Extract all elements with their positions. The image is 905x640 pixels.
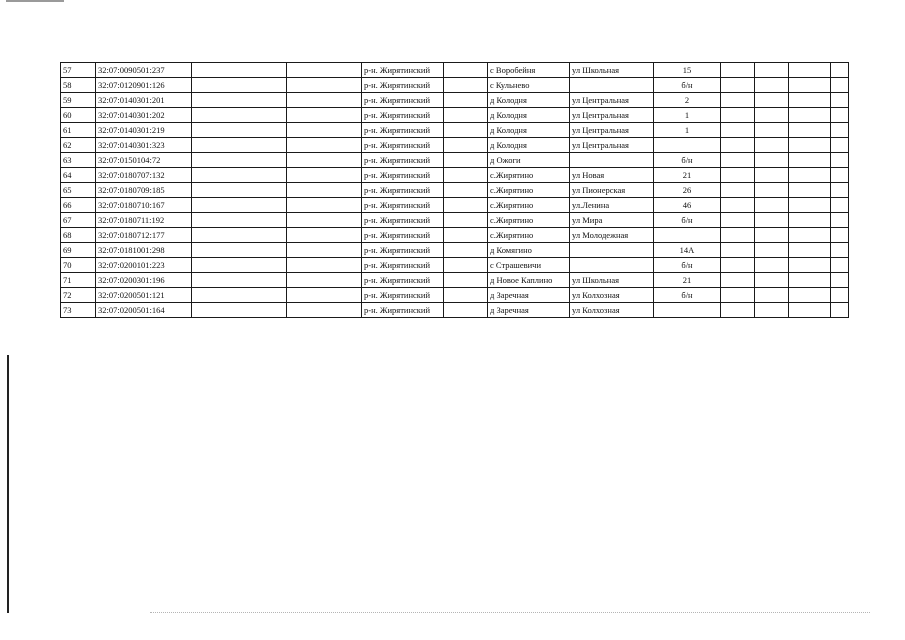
row-number-cell: 64 — [61, 168, 96, 183]
empty-cell — [444, 198, 488, 213]
row-number-cell: 59 — [61, 93, 96, 108]
empty-cell — [755, 243, 789, 258]
empty-cell — [831, 288, 849, 303]
cadastral-number-cell: 32:07:0200501:164 — [96, 303, 192, 318]
house-number-cell — [654, 303, 721, 318]
settlement-cell: д Колодня — [488, 108, 570, 123]
street-cell: ул Школьная — [570, 63, 654, 78]
row-number-cell: 65 — [61, 183, 96, 198]
table-row — [61, 273, 849, 288]
empty-cell — [287, 288, 362, 303]
empty-cell — [789, 303, 831, 318]
cadastral-number-cell: 32:07:0200101:223 — [96, 258, 192, 273]
cadastral-number-cell: 32:07:0140301:201 — [96, 93, 192, 108]
empty-cell — [192, 288, 287, 303]
table-row — [61, 123, 849, 138]
cadastral-number-cell: 32:07:0180710:167 — [96, 198, 192, 213]
district-cell: р-н. Жирятинский — [362, 63, 444, 78]
empty-cell — [444, 303, 488, 318]
row-number-cell: 63 — [61, 153, 96, 168]
empty-cell — [721, 198, 755, 213]
empty-cell — [789, 288, 831, 303]
house-number-cell: 46 — [654, 198, 721, 213]
empty-cell — [721, 93, 755, 108]
empty-cell — [192, 63, 287, 78]
empty-cell — [789, 123, 831, 138]
district-cell: р-н. Жирятинский — [362, 228, 444, 243]
empty-cell — [192, 183, 287, 198]
cadastral-number-cell: 32:07:0140301:323 — [96, 138, 192, 153]
settlement-cell: с.Жирятино — [488, 168, 570, 183]
empty-cell — [192, 78, 287, 93]
house-number-cell: 15 — [654, 63, 721, 78]
cadastral-number-cell: 32:07:0180709:185 — [96, 183, 192, 198]
settlement-cell: д Заречная — [488, 303, 570, 318]
empty-cell — [287, 243, 362, 258]
row-number-cell: 73 — [61, 303, 96, 318]
empty-cell — [287, 183, 362, 198]
street-cell: ул Новая — [570, 168, 654, 183]
empty-cell — [287, 303, 362, 318]
street-cell: ул Пионерская — [570, 183, 654, 198]
empty-cell — [831, 183, 849, 198]
empty-cell — [721, 288, 755, 303]
settlement-cell: с.Жирятино — [488, 213, 570, 228]
empty-cell — [755, 78, 789, 93]
empty-cell — [755, 198, 789, 213]
empty-cell — [444, 228, 488, 243]
table-row — [61, 93, 849, 108]
district-cell: р-н. Жирятинский — [362, 303, 444, 318]
empty-cell — [789, 93, 831, 108]
district-cell: р-н. Жирятинский — [362, 243, 444, 258]
empty-cell — [287, 258, 362, 273]
empty-cell — [721, 213, 755, 228]
row-number-cell: 58 — [61, 78, 96, 93]
empty-cell — [789, 198, 831, 213]
table-row — [61, 288, 849, 303]
empty-cell — [831, 123, 849, 138]
settlement-cell: с.Жирятино — [488, 183, 570, 198]
scan-noise-bottom — [150, 612, 870, 614]
empty-cell — [287, 138, 362, 153]
cadastral-number-cell: 32:07:0120901:126 — [96, 78, 192, 93]
empty-cell — [444, 138, 488, 153]
empty-cell — [755, 123, 789, 138]
settlement-cell: с.Жирятино — [488, 198, 570, 213]
street-cell: ул Центральная — [570, 93, 654, 108]
scan-mark-top — [6, 0, 64, 2]
empty-cell — [721, 78, 755, 93]
empty-cell — [831, 153, 849, 168]
settlement-cell: с.Жирятино — [488, 228, 570, 243]
district-cell: р-н. Жирятинский — [362, 183, 444, 198]
empty-cell — [444, 123, 488, 138]
empty-cell — [444, 213, 488, 228]
district-cell: р-н. Жирятинский — [362, 138, 444, 153]
empty-cell — [789, 183, 831, 198]
empty-cell — [831, 108, 849, 123]
empty-cell — [789, 228, 831, 243]
row-number-cell: 71 — [61, 273, 96, 288]
street-cell — [570, 153, 654, 168]
district-cell: р-н. Жирятинский — [362, 198, 444, 213]
street-cell: ул Центральная — [570, 123, 654, 138]
empty-cell — [789, 258, 831, 273]
cadastral-number-cell: 32:07:0180711:192 — [96, 213, 192, 228]
settlement-cell: д Колодня — [488, 123, 570, 138]
table-row — [61, 303, 849, 318]
empty-cell — [721, 63, 755, 78]
house-number-cell: 2 — [654, 93, 721, 108]
district-cell: р-н. Жирятинский — [362, 288, 444, 303]
empty-cell — [721, 108, 755, 123]
table-row — [61, 258, 849, 273]
empty-cell — [721, 138, 755, 153]
house-number-cell: б/н — [654, 153, 721, 168]
empty-cell — [721, 303, 755, 318]
empty-cell — [287, 108, 362, 123]
empty-cell — [192, 108, 287, 123]
table-row — [61, 243, 849, 258]
district-cell: р-н. Жирятинский — [362, 258, 444, 273]
empty-cell — [755, 108, 789, 123]
empty-cell — [192, 198, 287, 213]
empty-cell — [755, 63, 789, 78]
settlement-cell: д Колодня — [488, 138, 570, 153]
table-row — [61, 228, 849, 243]
empty-cell — [831, 273, 849, 288]
empty-cell — [721, 153, 755, 168]
house-number-cell: б/н — [654, 213, 721, 228]
empty-cell — [789, 63, 831, 78]
house-number-cell: б/н — [654, 78, 721, 93]
empty-cell — [192, 228, 287, 243]
empty-cell — [831, 243, 849, 258]
house-number-cell: б/н — [654, 288, 721, 303]
empty-cell — [192, 93, 287, 108]
empty-cell — [444, 153, 488, 168]
empty-cell — [755, 258, 789, 273]
empty-cell — [831, 258, 849, 273]
district-cell: р-н. Жирятинский — [362, 78, 444, 93]
empty-cell — [192, 303, 287, 318]
empty-cell — [755, 288, 789, 303]
empty-cell — [831, 228, 849, 243]
empty-cell — [287, 168, 362, 183]
empty-cell — [444, 288, 488, 303]
cadastral-number-cell: 32:07:0181001:298 — [96, 243, 192, 258]
row-number-cell: 67 — [61, 213, 96, 228]
empty-cell — [831, 168, 849, 183]
empty-cell — [831, 93, 849, 108]
table-row — [61, 183, 849, 198]
table-row — [61, 153, 849, 168]
district-cell: р-н. Жирятинский — [362, 168, 444, 183]
table-row — [61, 198, 849, 213]
empty-cell — [789, 213, 831, 228]
empty-cell — [192, 153, 287, 168]
empty-cell — [755, 93, 789, 108]
empty-cell — [444, 63, 488, 78]
empty-cell — [444, 183, 488, 198]
cadastral-number-cell: 32:07:0150104:72 — [96, 153, 192, 168]
empty-cell — [789, 273, 831, 288]
table-row — [61, 168, 849, 183]
table-row — [61, 78, 849, 93]
empty-cell — [721, 183, 755, 198]
empty-cell — [192, 138, 287, 153]
empty-cell — [721, 168, 755, 183]
row-number-cell: 61 — [61, 123, 96, 138]
settlement-cell: д Колодня — [488, 93, 570, 108]
district-cell: р-н. Жирятинский — [362, 153, 444, 168]
empty-cell — [444, 93, 488, 108]
row-number-cell: 62 — [61, 138, 96, 153]
street-cell: ул Колхозная — [570, 303, 654, 318]
empty-cell — [192, 243, 287, 258]
settlement-cell: с Кульнево — [488, 78, 570, 93]
district-cell: р-н. Жирятинский — [362, 273, 444, 288]
row-number-cell: 57 — [61, 63, 96, 78]
empty-cell — [287, 123, 362, 138]
empty-cell — [789, 153, 831, 168]
settlement-cell: д Новое Каплино — [488, 273, 570, 288]
empty-cell — [789, 108, 831, 123]
settlement-cell: д Заречная — [488, 288, 570, 303]
table-row — [61, 108, 849, 123]
empty-cell — [721, 243, 755, 258]
house-number-cell — [654, 228, 721, 243]
empty-cell — [831, 303, 849, 318]
scan-edge-left — [7, 355, 9, 613]
row-number-cell: 69 — [61, 243, 96, 258]
property-registry-table — [60, 62, 849, 318]
empty-cell — [755, 273, 789, 288]
empty-cell — [444, 108, 488, 123]
cadastral-number-cell: 32:07:0180707:132 — [96, 168, 192, 183]
empty-cell — [444, 243, 488, 258]
empty-cell — [287, 198, 362, 213]
empty-cell — [721, 273, 755, 288]
street-cell: ул Центральная — [570, 108, 654, 123]
empty-cell — [789, 168, 831, 183]
district-cell: р-н. Жирятинский — [362, 93, 444, 108]
house-number-cell — [654, 138, 721, 153]
row-number-cell: 66 — [61, 198, 96, 213]
street-cell — [570, 78, 654, 93]
empty-cell — [444, 78, 488, 93]
empty-cell — [721, 123, 755, 138]
empty-cell — [755, 183, 789, 198]
empty-cell — [192, 273, 287, 288]
empty-cell — [444, 258, 488, 273]
street-cell: ул Школьная — [570, 273, 654, 288]
empty-cell — [755, 303, 789, 318]
empty-cell — [287, 273, 362, 288]
empty-cell — [721, 258, 755, 273]
empty-cell — [444, 273, 488, 288]
registry-body — [61, 63, 849, 318]
cadastral-number-cell: 32:07:0140301:219 — [96, 123, 192, 138]
empty-cell — [755, 213, 789, 228]
house-number-cell: 1 — [654, 108, 721, 123]
street-cell: ул Мира — [570, 213, 654, 228]
empty-cell — [755, 228, 789, 243]
empty-cell — [287, 213, 362, 228]
street-cell: ул Центральная — [570, 138, 654, 153]
house-number-cell: 26 — [654, 183, 721, 198]
empty-cell — [831, 78, 849, 93]
empty-cell — [287, 228, 362, 243]
cadastral-number-cell: 32:07:0200301:196 — [96, 273, 192, 288]
table-row — [61, 63, 849, 78]
cadastral-number-cell: 32:07:0140301:202 — [96, 108, 192, 123]
row-number-cell: 70 — [61, 258, 96, 273]
house-number-cell: 1 — [654, 123, 721, 138]
empty-cell — [789, 138, 831, 153]
empty-cell — [192, 123, 287, 138]
empty-cell — [444, 168, 488, 183]
house-number-cell: 21 — [654, 273, 721, 288]
settlement-cell: с Воробейня — [488, 63, 570, 78]
row-number-cell: 60 — [61, 108, 96, 123]
empty-cell — [192, 168, 287, 183]
house-number-cell: 21 — [654, 168, 721, 183]
row-number-cell: 68 — [61, 228, 96, 243]
empty-cell — [192, 213, 287, 228]
empty-cell — [831, 63, 849, 78]
empty-cell — [287, 78, 362, 93]
empty-cell — [831, 198, 849, 213]
cadastral-number-cell: 32:07:0090501:237 — [96, 63, 192, 78]
district-cell: р-н. Жирятинский — [362, 108, 444, 123]
empty-cell — [831, 138, 849, 153]
row-number-cell: 72 — [61, 288, 96, 303]
cadastral-number-cell: 32:07:0200501:121 — [96, 288, 192, 303]
street-cell — [570, 243, 654, 258]
district-cell: р-н. Жирятинский — [362, 123, 444, 138]
empty-cell — [287, 153, 362, 168]
street-cell: ул.Ленина — [570, 198, 654, 213]
empty-cell — [831, 213, 849, 228]
house-number-cell: 14А — [654, 243, 721, 258]
house-number-cell: б/н — [654, 258, 721, 273]
street-cell — [570, 258, 654, 273]
empty-cell — [789, 78, 831, 93]
settlement-cell: с Страшевичи — [488, 258, 570, 273]
empty-cell — [755, 138, 789, 153]
cadastral-number-cell: 32:07:0180712:177 — [96, 228, 192, 243]
street-cell: ул Колхозная — [570, 288, 654, 303]
empty-cell — [287, 63, 362, 78]
district-cell: р-н. Жирятинский — [362, 213, 444, 228]
empty-cell — [721, 228, 755, 243]
empty-cell — [287, 93, 362, 108]
empty-cell — [192, 258, 287, 273]
table-row — [61, 213, 849, 228]
settlement-cell: д Комягино — [488, 243, 570, 258]
street-cell: ул Молодежная — [570, 228, 654, 243]
empty-cell — [755, 153, 789, 168]
empty-cell — [755, 168, 789, 183]
table-row — [61, 138, 849, 153]
settlement-cell: д Ожоги — [488, 153, 570, 168]
empty-cell — [789, 243, 831, 258]
